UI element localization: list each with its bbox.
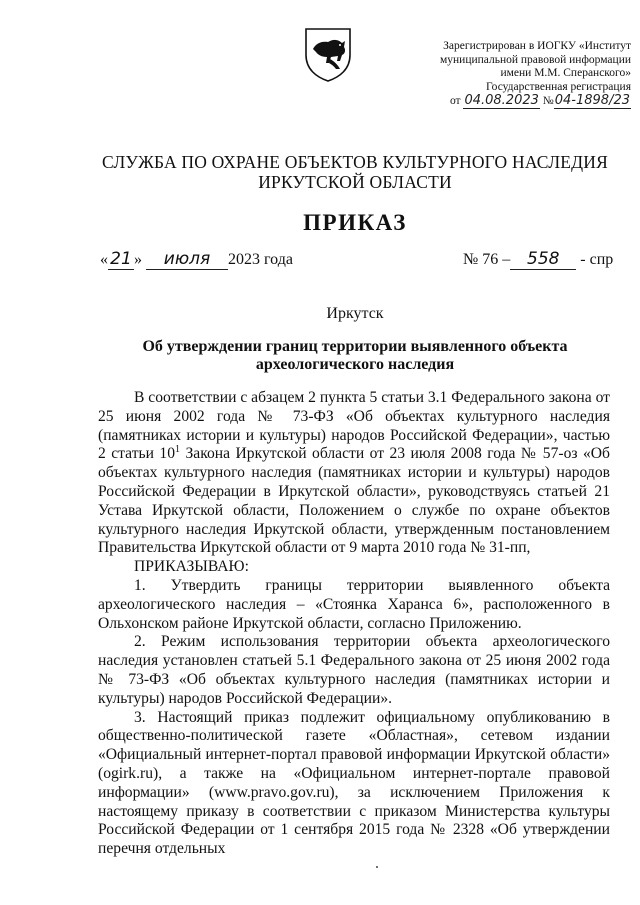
order-number <box>463 249 613 270</box>
scan-speck <box>376 866 378 868</box>
order-date <box>100 249 293 270</box>
registration-date: 04.08.2023 <box>464 93 539 109</box>
registration-number-label: № <box>542 95 554 108</box>
order-item-3: 3. Настоящий приказ подлежит официальному опубликованию в общественно-политической газете «Областная», сетевом издании «Официальный интернет-портал правовой информации Иркутской области» (ogirk.ru), а также на «Официальном интернет-портале правовой информации» (www.pravo.gov.ru), за исключением Приложения к настоящему приказу в соответствии с приказом Министерства культуры Российской Федерации от 1 сентября 2015 года № 2328 «Об утверждении перечня отдельных <box>98 708 610 858</box>
order-number-prefix: № 76 – <box>463 251 511 268</box>
document-body <box>98 389 610 859</box>
registration-number: 04-1898/23 <box>554 93 630 109</box>
order-number-value: 558 <box>510 249 576 270</box>
order-item-2: 2. Режим использования территории объекта археологического наследия установлен статьей 5.1 Федерального закона от 25 июня 2002 года № 73-ФЗ «Об объектах культурного наследия (памятниках истории и культуры) народов Российской Федерации». <box>98 633 610 707</box>
registration-line: имени М.М. Сперанского» <box>500 67 631 80</box>
order-number-suffix: - спр <box>580 251 614 268</box>
irkutsk-coat-of-arms-icon <box>300 25 356 83</box>
order-day: 21 <box>108 249 134 270</box>
order-year: 2023 года <box>228 251 293 268</box>
city-name: Иркутск <box>326 305 384 322</box>
registration-line: Зарегистрирован в ИОГКУ «Институт <box>443 40 631 52</box>
preamble-paragraph <box>98 389 610 558</box>
preamble-text: В соответствии с абзацем 2 пункта 5 статьи 3.1 Федерального закона от 25 июня 2002 года № 73-ФЗ «Об объектах культурного наследия (памятниках истории и культуры) народов Российской Федерации», частью 2 статьи 10 <box>98 389 610 463</box>
order-subject-line: археологического наследия <box>255 356 455 373</box>
preamble-text: Закона Иркутской области от 23 июля 2008 года № 57-оз «Об объектах культурного наследия (памятниках истории и культуры) народов Российской Федерации в Иркутской области», руководствуясь статьей 21 Устава Иркутской области, Положением о службе по охране объектов культурного наследия Иркутской области, утвержденным постановлением Правительства Иркутской области от 9 марта 2010 года № 31-пп, <box>98 445 610 557</box>
agency-name-line: ИРКУТСКОЙ ОБЛАСТИ <box>258 172 452 192</box>
registration-date-number <box>395 94 631 109</box>
order-item-1: 1. Утвердить границы территории выявленного объекта археологического наследия – «Стоянка Харанса 6», расположенного в Ольхонском районе Иркутской области, согласно Приложению. <box>98 576 610 632</box>
document-title: ПРИКАЗ <box>303 210 407 235</box>
preamble-superscript: 1 <box>175 444 181 456</box>
order-subject <box>120 338 590 374</box>
date-open-quote: « <box>100 251 108 268</box>
order-subject-line: Об утверждении границ территории выявленного объекта <box>142 338 568 355</box>
agency-name <box>90 152 620 192</box>
order-month: июля <box>146 249 228 270</box>
agency-name-line: СЛУЖБА ПО ОХРАНЕ ОБЪЕКТОВ КУЛЬТУРНОГО НАСЛЕДИЯ <box>101 152 609 172</box>
date-close-quote: » <box>134 251 142 268</box>
registration-from-label: от <box>449 95 461 108</box>
registration-line: муниципальной правовой информации <box>439 53 631 66</box>
registration-stamp <box>395 40 631 109</box>
order-word: ПРИКАЗЫВАЮ: <box>134 558 249 576</box>
registration-line: Государственная регистрация <box>486 80 631 93</box>
